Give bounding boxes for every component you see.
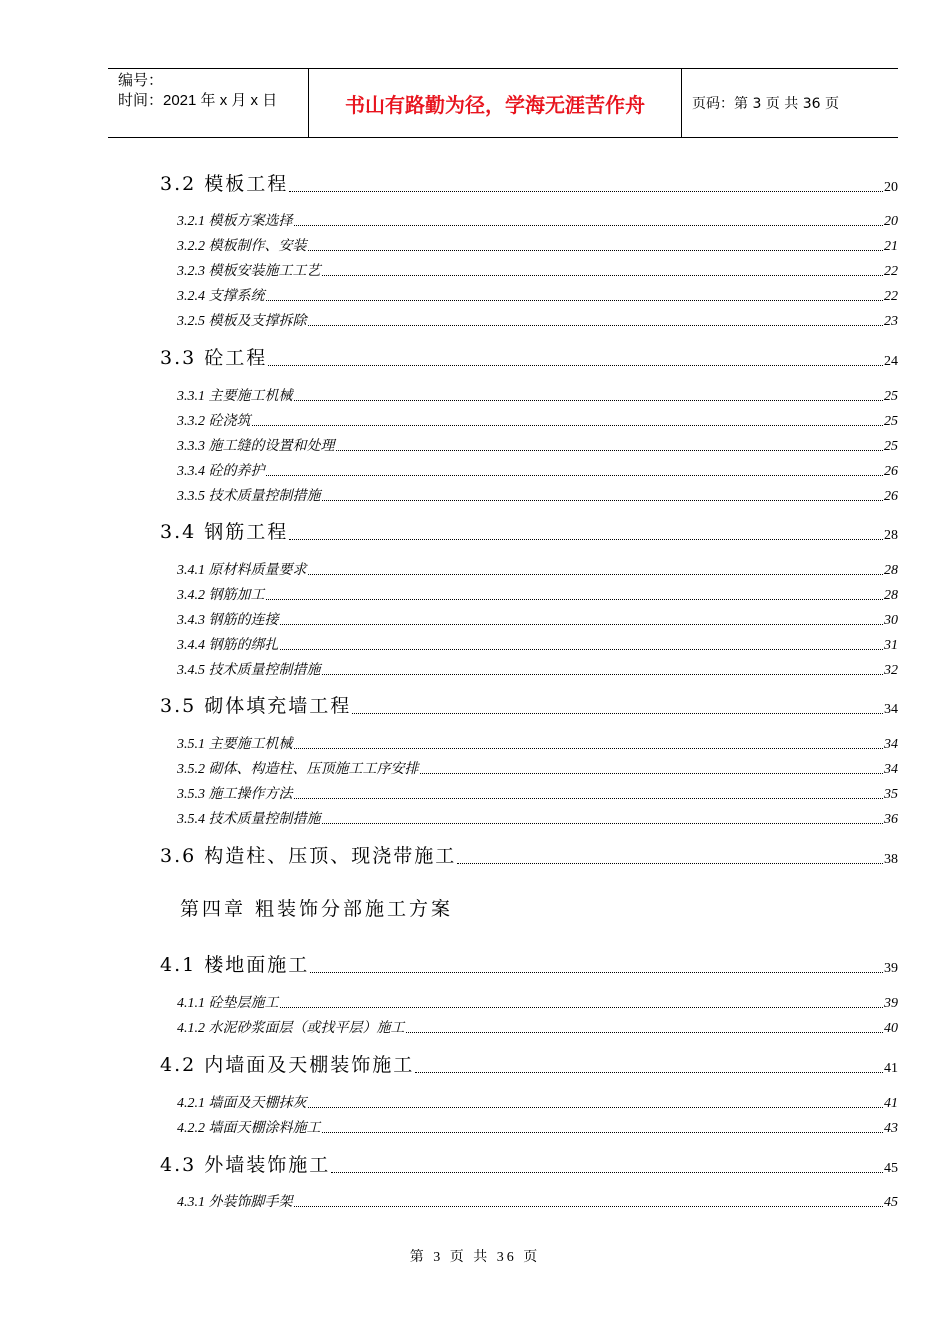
toc-title: 3.5.3 施工操作方法	[177, 787, 293, 802]
toc-leader	[420, 773, 884, 774]
toc-entry-3-3-2[interactable]	[160, 410, 898, 430]
toc-title: 4.3.1 外装饰脚手架	[177, 1195, 293, 1210]
toc-page: 45	[884, 1161, 898, 1176]
toc-page: 34	[884, 702, 898, 717]
toc-entry-3-3-5[interactable]	[160, 485, 898, 505]
toc-title: 3.3.5 技术质量控制措施	[177, 489, 321, 504]
toc-entry-4-2-2[interactable]	[160, 1117, 898, 1137]
toc-title: 4.1 楼地面施工	[160, 954, 310, 976]
toc-leader	[322, 1132, 884, 1133]
toc-entry-3-4-1[interactable]	[160, 559, 898, 579]
serial-number-label: 编号：	[118, 72, 164, 89]
toc-leader	[268, 365, 883, 366]
toc-page: 43	[884, 1121, 898, 1136]
toc-title: 3.5.1 主要施工机械	[177, 737, 293, 752]
toc-page: 28	[884, 588, 898, 603]
toc-entry-3-6[interactable]	[160, 842, 898, 868]
toc-leader	[266, 300, 884, 301]
toc-title: 3.6 构造柱、压顶、现浇带施工	[160, 845, 457, 867]
toc-page: 38	[884, 852, 898, 867]
toc-title: 3.5 砌体填充墙工程	[160, 695, 352, 717]
toc-leader	[331, 1172, 883, 1173]
toc-title: 4.1.2 水泥砂浆面层（或找平层）施工	[177, 1021, 405, 1036]
toc-entry-3-2-2[interactable]	[160, 235, 898, 255]
toc-title: 3.4.3 钢筋的连接	[177, 613, 279, 628]
toc-page: 25	[884, 439, 898, 454]
toc-title: 3.2.3 模板安装施工工艺	[177, 264, 321, 279]
toc-leader	[310, 972, 883, 973]
toc-page: 30	[884, 613, 898, 628]
toc-title: 3.3 砼工程	[160, 347, 268, 369]
toc-title: 3.2.1 模板方案选择	[177, 214, 293, 229]
toc-title: 3.3.2 砼浇筑	[177, 414, 251, 429]
toc-title: 3.2.4 支撑系统	[177, 289, 265, 304]
toc-entry-3-3-1[interactable]	[160, 385, 898, 405]
toc-page: 40	[884, 1021, 898, 1036]
toc-entry-3-5-4[interactable]	[160, 808, 898, 828]
toc-page: 34	[884, 737, 898, 752]
toc-page: 22	[884, 264, 898, 279]
toc-entry-4-1-1[interactable]	[160, 992, 898, 1012]
toc-leader	[252, 425, 884, 426]
toc-entry-3-5-1[interactable]	[160, 733, 898, 753]
toc-leader	[294, 798, 884, 799]
toc-entry-4-1[interactable]	[160, 951, 898, 977]
toc-entry-3-2-5[interactable]	[160, 310, 898, 330]
toc-leader	[266, 599, 884, 600]
toc-page: 31	[884, 638, 898, 653]
toc-entry-3-4-2[interactable]	[160, 584, 898, 604]
toc-title: 3.2.5 模板及支撑拆除	[177, 314, 307, 329]
toc-title: 4.3 外墙装饰施工	[160, 1154, 331, 1176]
toc-page: 24	[884, 354, 898, 369]
toc-page: 25	[884, 389, 898, 404]
toc-title: 3.4.5 技术质量控制措施	[177, 663, 321, 678]
toc-entry-4-2-1[interactable]	[160, 1092, 898, 1112]
toc-entry-3-4-5[interactable]	[160, 659, 898, 679]
toc-title: 4.2 内墙面及天棚装饰施工	[160, 1054, 415, 1076]
toc-title: 3.2.2 模板制作、安装	[177, 239, 307, 254]
toc-leader	[308, 325, 884, 326]
toc-entry-3-2-3[interactable]	[160, 260, 898, 280]
toc-entry-3-2-4[interactable]	[160, 285, 898, 305]
toc-entry-4-2[interactable]	[160, 1051, 898, 1077]
toc-leader	[280, 1007, 884, 1008]
toc-leader	[266, 475, 884, 476]
toc-page: 36	[884, 812, 898, 827]
toc-entry-4-1-2[interactable]	[160, 1017, 898, 1037]
toc-title: 4.2.1 墙面及天棚抹灰	[177, 1096, 307, 1111]
date-label: 时间：2021 年 x 月 x 日	[118, 92, 278, 109]
toc-page: 20	[884, 214, 898, 229]
toc-title: 3.4.1 原材料质量要求	[177, 563, 307, 578]
toc-title: 3.4.4 钢筋的绑扎	[177, 638, 279, 653]
toc-title: 3.4.2 钢筋加工	[177, 588, 265, 603]
page-header	[108, 68, 898, 138]
toc-entry-3-4-3[interactable]	[160, 609, 898, 629]
toc-title: 3.3.4 砼的养护	[177, 464, 265, 479]
chapter-heading: 第四章 粗装饰分部施工方案	[180, 898, 454, 920]
toc-leader	[308, 1107, 884, 1108]
toc-page: 28	[884, 563, 898, 578]
toc-leader	[406, 1032, 884, 1033]
header-left-cell	[108, 69, 309, 137]
toc-page: 20	[884, 180, 898, 195]
toc-page: 35	[884, 787, 898, 802]
toc-leader	[294, 748, 884, 749]
toc-title: 3.5.4 技术质量控制措施	[177, 812, 321, 827]
toc-entry-4-3[interactable]	[160, 1151, 898, 1177]
toc-leader	[280, 649, 884, 650]
toc-leader	[352, 713, 883, 714]
toc-entry-3-4[interactable]	[160, 518, 898, 544]
toc-leader	[322, 275, 884, 276]
toc-page: 26	[884, 464, 898, 479]
toc-leader	[280, 624, 884, 625]
toc-leader	[457, 863, 883, 864]
toc-title: 3.5.2 砌体、构造柱、压顶施工工序安排	[177, 762, 419, 777]
toc-title: 3.3.3 施工缝的设置和处理	[177, 439, 335, 454]
toc-page: 21	[884, 239, 898, 254]
toc-page: 22	[884, 289, 898, 304]
toc-page: 23	[884, 314, 898, 329]
toc-title: 3.2 模板工程	[160, 173, 289, 195]
toc-leader	[294, 1206, 884, 1207]
toc-page: 41	[884, 1096, 898, 1111]
toc-leader	[322, 823, 884, 824]
toc-page: 34	[884, 762, 898, 777]
toc-entry-3-2-1[interactable]	[160, 210, 898, 230]
toc-title: 3.4 钢筋工程	[160, 521, 289, 543]
toc-entry-3-4-4[interactable]	[160, 634, 898, 654]
toc-title: 4.1.1 砼垫层施工	[177, 996, 279, 1011]
toc-page: 28	[884, 528, 898, 543]
toc-page: 39	[884, 996, 898, 1011]
toc-page: 26	[884, 489, 898, 504]
toc-entry-3-3-3[interactable]	[160, 435, 898, 455]
page-footer: 第 3 页 共 36 页	[409, 1250, 541, 1265]
toc-leader	[289, 539, 883, 540]
toc-entry-3-3-4[interactable]	[160, 460, 898, 480]
toc-leader	[294, 225, 884, 226]
toc-title: 3.3.1 主要施工机械	[177, 389, 293, 404]
toc-leader	[322, 674, 884, 675]
toc-page: 39	[884, 961, 898, 976]
toc-entry-4-3-1[interactable]	[160, 1191, 898, 1211]
motto: 书山有路勤为径，学海无涯苦作舟	[309, 69, 682, 137]
toc-page: 32	[884, 663, 898, 678]
toc-leader	[289, 191, 883, 192]
toc-entry-3-5[interactable]	[160, 692, 898, 718]
toc-title: 4.2.2 墙面天棚涂料施工	[177, 1121, 321, 1136]
toc-entry-3-5-3[interactable]	[160, 783, 898, 803]
toc-page: 41	[884, 1061, 898, 1076]
page-info: 页码：第 3 页 共 36 页	[692, 96, 839, 112]
toc-entry-3-2[interactable]	[160, 170, 898, 196]
toc-leader	[336, 450, 884, 451]
toc-entry-3-3[interactable]	[160, 344, 898, 370]
toc-page: 45	[884, 1195, 898, 1210]
toc-leader	[308, 574, 884, 575]
toc-entry-3-5-2[interactable]	[160, 758, 898, 778]
toc-leader	[322, 500, 884, 501]
toc-leader	[294, 400, 884, 401]
toc-leader	[308, 250, 884, 251]
toc-page: 25	[884, 414, 898, 429]
toc-leader	[415, 1072, 883, 1073]
